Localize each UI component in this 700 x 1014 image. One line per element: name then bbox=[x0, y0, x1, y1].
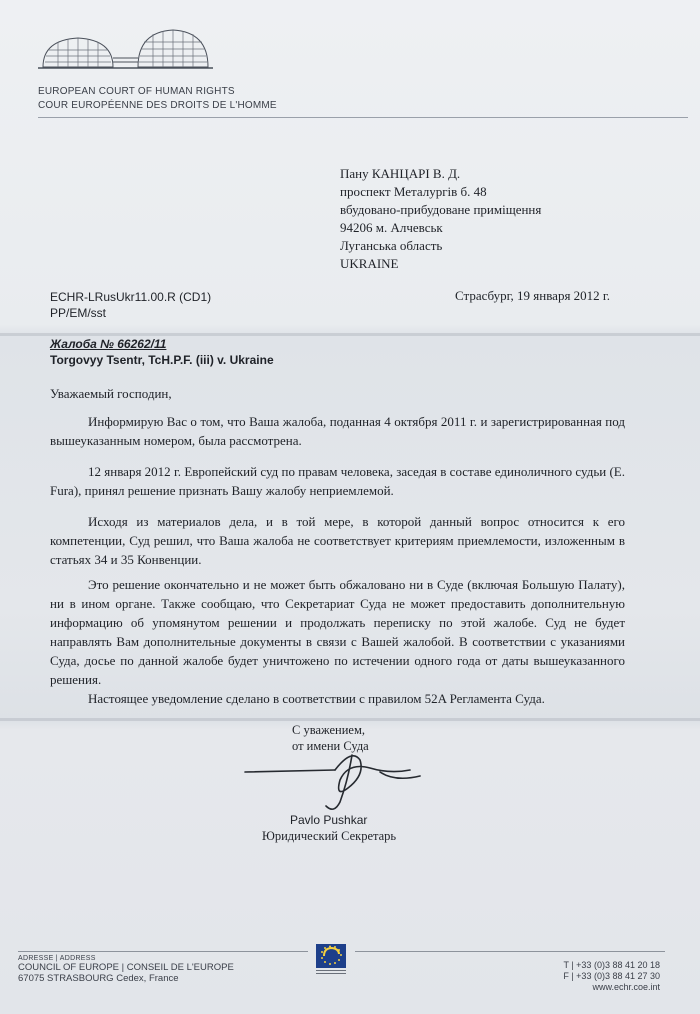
footer-contacts bbox=[540, 960, 660, 993]
regards-text: С уважением, bbox=[292, 723, 365, 737]
recipient-address bbox=[340, 165, 541, 273]
org-name-en: EUROPEAN COURT OF HUMAN RIGHTS bbox=[38, 86, 235, 97]
letter-date: Страсбург, 19 января 2012 г. bbox=[455, 288, 611, 303]
body-paragraph: Настоящее уведомление сделано в соответствии с правилом 52A Регламента Суда. bbox=[88, 691, 545, 706]
reference-initials: PP/EM/sst bbox=[50, 306, 107, 320]
address-line: Пану КАНЦАРІ В. Д. bbox=[340, 166, 461, 181]
body-paragraph: Исходя из материалов дела, и в той мере, в которой данный вопрос относится к его компетенции, Суд решил, что Ваша жалоба не соответствует критериям приемлемости, изложенным в статьях 34 и 35 Конвенции. bbox=[50, 514, 625, 567]
footer-phone: T | +33 (0)3 88 41 20 18 bbox=[563, 960, 660, 970]
footer-org: COUNCIL OF EUROPE | CONSEIL DE L'EUROPE bbox=[18, 962, 234, 973]
footer-divider bbox=[18, 951, 308, 952]
address-line: вбудовано-прибудоване приміщення bbox=[340, 202, 542, 217]
council-of-europe-logo bbox=[312, 942, 350, 980]
address-line: 94206 м. Алчевськ bbox=[340, 220, 443, 235]
salutation: Уважаемый господин, bbox=[50, 386, 172, 401]
echr-building-logo bbox=[38, 22, 213, 82]
address-line: UKRAINE bbox=[340, 256, 399, 271]
paper-fold bbox=[0, 718, 700, 721]
reference-code: ECHR-LRusUkr11.00.R (CD1) bbox=[50, 290, 212, 304]
handwritten-signature bbox=[240, 740, 440, 820]
case-title: Torgovyy Tsentr, TcH.P.F. (iii) v. Ukraine bbox=[50, 353, 274, 367]
address-label: ADRESSE | ADDRESS bbox=[18, 955, 96, 962]
header-divider bbox=[38, 117, 688, 118]
body-paragraph: 12 января 2012 г. Европейский суд по правам человека, заседая в составе единоличного судьи (E. Fura), принял решение признать Вашу жалобу неприемлемой. bbox=[50, 464, 625, 498]
footer-website: www.echr.coe.int bbox=[592, 982, 660, 992]
address-line: Луганська область bbox=[340, 238, 443, 253]
on-behalf-text: от имени Суда bbox=[292, 739, 369, 753]
signatory-title: Юридический Секретарь bbox=[262, 829, 397, 843]
signatory-name: Pavlo Pushkar bbox=[290, 813, 368, 827]
org-name-fr: COUR EUROPÉENNE DES DROITS DE L'HOMME bbox=[38, 100, 277, 111]
reference-block bbox=[50, 289, 211, 321]
body-paragraph: Информирую Вас о том, что Ваша жалоба, поданная 4 октября 2011 г. и зарегистрированная под вышеуказанным номером, была рассмотрена. bbox=[50, 414, 625, 448]
application-number: Жалоба № 66262/11 bbox=[50, 337, 167, 351]
footer-city: 67075 STRASBOURG Cedex, France bbox=[18, 973, 179, 984]
footer-divider bbox=[355, 951, 665, 952]
body-paragraph: Это решение окончательно и не может быть обжаловано ни в Суде (включая Большую Палату), ни в ином органе. Также сообщаю, что Секретариат Суда не может предоставить дополнительную информацию об упомянутом решении и продолжать переписку по этой жалобе. Суд не будет направлять Вам дополнительные документы в связи с Вашей жалобой. В соответствии с указаниями Суда, досье по данной жалобе будет уничтожено по истечении одного года от даты вышеуказанного решения. bbox=[50, 577, 625, 687]
footer-address bbox=[18, 955, 234, 984]
address-line: проспект Металургів б. 48 bbox=[340, 184, 487, 199]
footer-fax: F | +33 (0)3 88 41 27 30 bbox=[563, 971, 660, 981]
subject-block bbox=[50, 336, 274, 368]
